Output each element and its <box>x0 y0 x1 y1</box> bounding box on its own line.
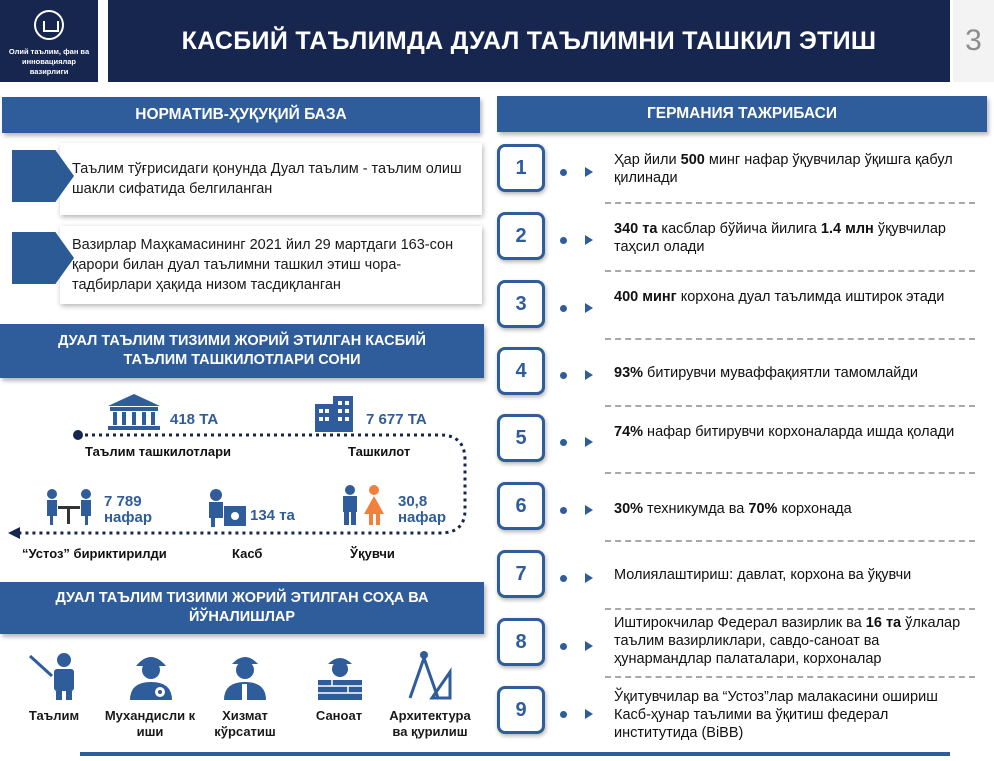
arrow-right-icon <box>585 641 593 651</box>
stat-number: 7 789 <box>104 493 142 510</box>
engineer-icon <box>126 650 176 700</box>
dashed-divider <box>605 338 975 340</box>
item-number-badge: 7 <box>497 550 545 598</box>
dashed-divider <box>605 405 975 407</box>
text-segment: минг нафар ўқувчилар ўқишга қабул қилинади <box>614 152 953 186</box>
arrow-right-icon <box>585 437 593 447</box>
stat-value-mentors <box>104 494 152 526</box>
text-segment: техникумда ва <box>643 501 749 517</box>
germany-heading-text: ГЕРМАНИЯ ТАЖРИБАСИ <box>646 105 837 122</box>
text-segment: ўлкалар таълим вазирликлари, савдо-саноат ва ҳунармандлар палаталари, корхоналар <box>614 615 961 667</box>
bottom-divider <box>80 752 950 756</box>
ministry-logo <box>0 0 98 82</box>
areas-heading <box>0 582 484 634</box>
germany-item-text <box>614 500 974 518</box>
text-segment: нафар битирувчи корхоналарда ишда қолади <box>643 424 955 440</box>
highlight-value: 400 минг <box>614 289 677 305</box>
germany-item-text <box>614 566 974 584</box>
stat-unit: нафар <box>104 509 153 526</box>
stat-label-professions: Касб <box>232 546 263 561</box>
logo-text: Олий таълим, фан ва инновациялар вазирлиги <box>8 47 90 76</box>
university-building-icon <box>106 392 162 430</box>
teacher-icon <box>28 650 80 700</box>
arrow-right-icon <box>585 235 593 245</box>
highlight-value: 500 <box>680 152 705 168</box>
industry-worker-icon <box>314 650 366 700</box>
highlight-value: 70% <box>748 501 778 517</box>
item-number-badge: 1 <box>497 144 545 192</box>
timeline-path <box>0 380 490 560</box>
germany-item-text <box>614 288 974 306</box>
highlight-value: 340 та <box>614 221 658 237</box>
text-segment: корхонада <box>777 501 852 517</box>
item-number-badge: 8 <box>497 618 545 666</box>
bullet-dot-icon <box>560 711 567 718</box>
office-building-icon <box>313 396 355 432</box>
bullet-dot-icon <box>560 372 567 379</box>
stat-number: 30,8 <box>398 493 428 510</box>
stat-label-institutions: Таълим ташкилотлари <box>85 444 232 459</box>
dashed-divider <box>605 608 975 610</box>
area-label-industry: Саноат <box>315 708 363 723</box>
text-segment: Молиялаштириш: давлат, корхона ва ўқувчи <box>614 567 912 583</box>
bullet-dot-icon <box>560 305 567 312</box>
page-number: 3 <box>953 0 994 82</box>
students-icon <box>338 484 388 526</box>
arrow-right-icon <box>585 167 593 177</box>
text-segment: касблар бўйича йилига <box>657 221 821 237</box>
text-segment: корхона дуал таълимда иштирок этади <box>676 289 945 305</box>
item-number-badge: 4 <box>497 347 545 395</box>
dashed-divider <box>605 270 975 272</box>
area-label-engineering: Мухандисли к иши <box>104 708 196 739</box>
normative-item-text: Вазирлар Маҳкамасининг 2021 йил 29 мартдаги 163-сон қарори билан дуал таълимни ташкил этиш чора-тадбирлари ҳақида низом тасдиқланган <box>72 237 454 293</box>
dashed-divider <box>605 202 975 204</box>
highlight-value: 30% <box>614 501 644 517</box>
stat-value-professions: 134 та <box>250 507 295 524</box>
stat-value-students <box>398 494 446 526</box>
service-worker-icon <box>220 650 270 700</box>
germany-heading <box>497 96 987 132</box>
arrow-right-icon <box>585 303 593 313</box>
dashed-divider <box>605 540 975 542</box>
highlight-value: 1.4 млн <box>820 221 874 237</box>
germany-item-text <box>614 151 974 187</box>
arrow-right-icon <box>585 573 593 583</box>
item-number-badge: 3 <box>497 280 545 328</box>
text-segment: Ҳар йили <box>614 152 681 168</box>
dashed-divider <box>605 676 975 678</box>
normative-heading <box>2 97 480 133</box>
compass-ruler-icon <box>404 650 452 700</box>
bullet-dot-icon <box>560 575 567 582</box>
item-number-badge: 5 <box>497 414 545 462</box>
text-segment: Ўқитувчилар ва “Устоз”лар малакасини ошириш Касб-ҳунар таълими ва ўқитиш федерал институтида (BiBB) <box>614 689 938 741</box>
stat-label-students: Ўқувчи <box>350 546 395 561</box>
area-label-architecture: Архитектура ва қурилиш <box>389 708 471 739</box>
highlight-value: 16 та <box>865 615 902 631</box>
bullet-dot-icon <box>560 237 567 244</box>
stat-label-mentors: “Устоз” бириктирилди <box>22 546 167 561</box>
highlight-value: 93% <box>614 365 644 381</box>
arrow-right-icon <box>585 370 593 380</box>
stat-value-organizations: 7 677 ТА <box>366 411 427 428</box>
item-number-badge: 2 <box>497 212 545 260</box>
normative-heading-text: НОРМАТИВ-ҲУҚУҚИЙ БАЗА <box>135 106 347 123</box>
germany-item-text <box>614 364 974 382</box>
item-number-badge: 6 <box>497 482 545 530</box>
normative-item-2 <box>60 226 482 304</box>
stat-unit: нафар <box>398 509 447 526</box>
page-title: КАСБИЙ ТАЪЛИМДА ДУАЛ ТАЪЛИМНИ ТАШКИЛ ЭТИШ <box>181 26 877 55</box>
bullet-dot-icon <box>560 643 567 650</box>
arrow-right-icon <box>585 505 593 515</box>
title-bar <box>108 0 950 82</box>
mentor-meeting-icon <box>42 488 96 526</box>
germany-item-text <box>614 614 974 668</box>
arrow-right-icon <box>585 709 593 719</box>
stat-value-institutions: 418 ТА <box>170 411 219 428</box>
area-label-service: Хизмат кўрсатиш <box>214 708 276 739</box>
text-segment: ўқувчилар таҳсил олади <box>614 221 946 255</box>
stat-label-organizations: Ташкилот <box>348 444 411 459</box>
item-number-badge: 9 <box>497 686 545 734</box>
germany-item-text <box>614 423 974 441</box>
germany-item-text <box>614 220 974 256</box>
highlight-value: 74% <box>614 424 644 440</box>
count-heading <box>0 324 484 378</box>
bullet-dot-icon <box>560 507 567 514</box>
emblem-icon <box>34 10 64 40</box>
craftsman-icon <box>202 488 248 528</box>
area-label-education: Таълим <box>28 708 80 723</box>
count-heading-text: ДУАЛ ТАЪЛИМ ТИЗИМИ ЖОРИЙ ЭТИЛГАН КАСБИЙ ТАЪЛИМ ТАШКИЛОТЛАРИ СОНИ <box>58 333 426 368</box>
normative-item-text: Таълим тўғрисидаги қонунда Дуал таълим - таълим олиш шакли сифатида белгиланган <box>72 161 462 197</box>
dashed-divider <box>605 472 975 474</box>
bullet-dot-icon <box>560 439 567 446</box>
areas-heading-text: ДУАЛ ТАЪЛИМ ТИЗИМИ ЖОРИЙ ЭТИЛГАН СОҲА ВА ЙЎНАЛИШЛАР <box>55 590 429 625</box>
text-segment: Иштирокчилар Федерал вазирлик ва <box>614 615 866 631</box>
normative-item-1 <box>60 143 482 215</box>
bullet-dot-icon <box>560 169 567 176</box>
text-segment: битирувчи муваффақиятли тамомлайди <box>643 365 918 381</box>
germany-item-text <box>614 688 974 742</box>
